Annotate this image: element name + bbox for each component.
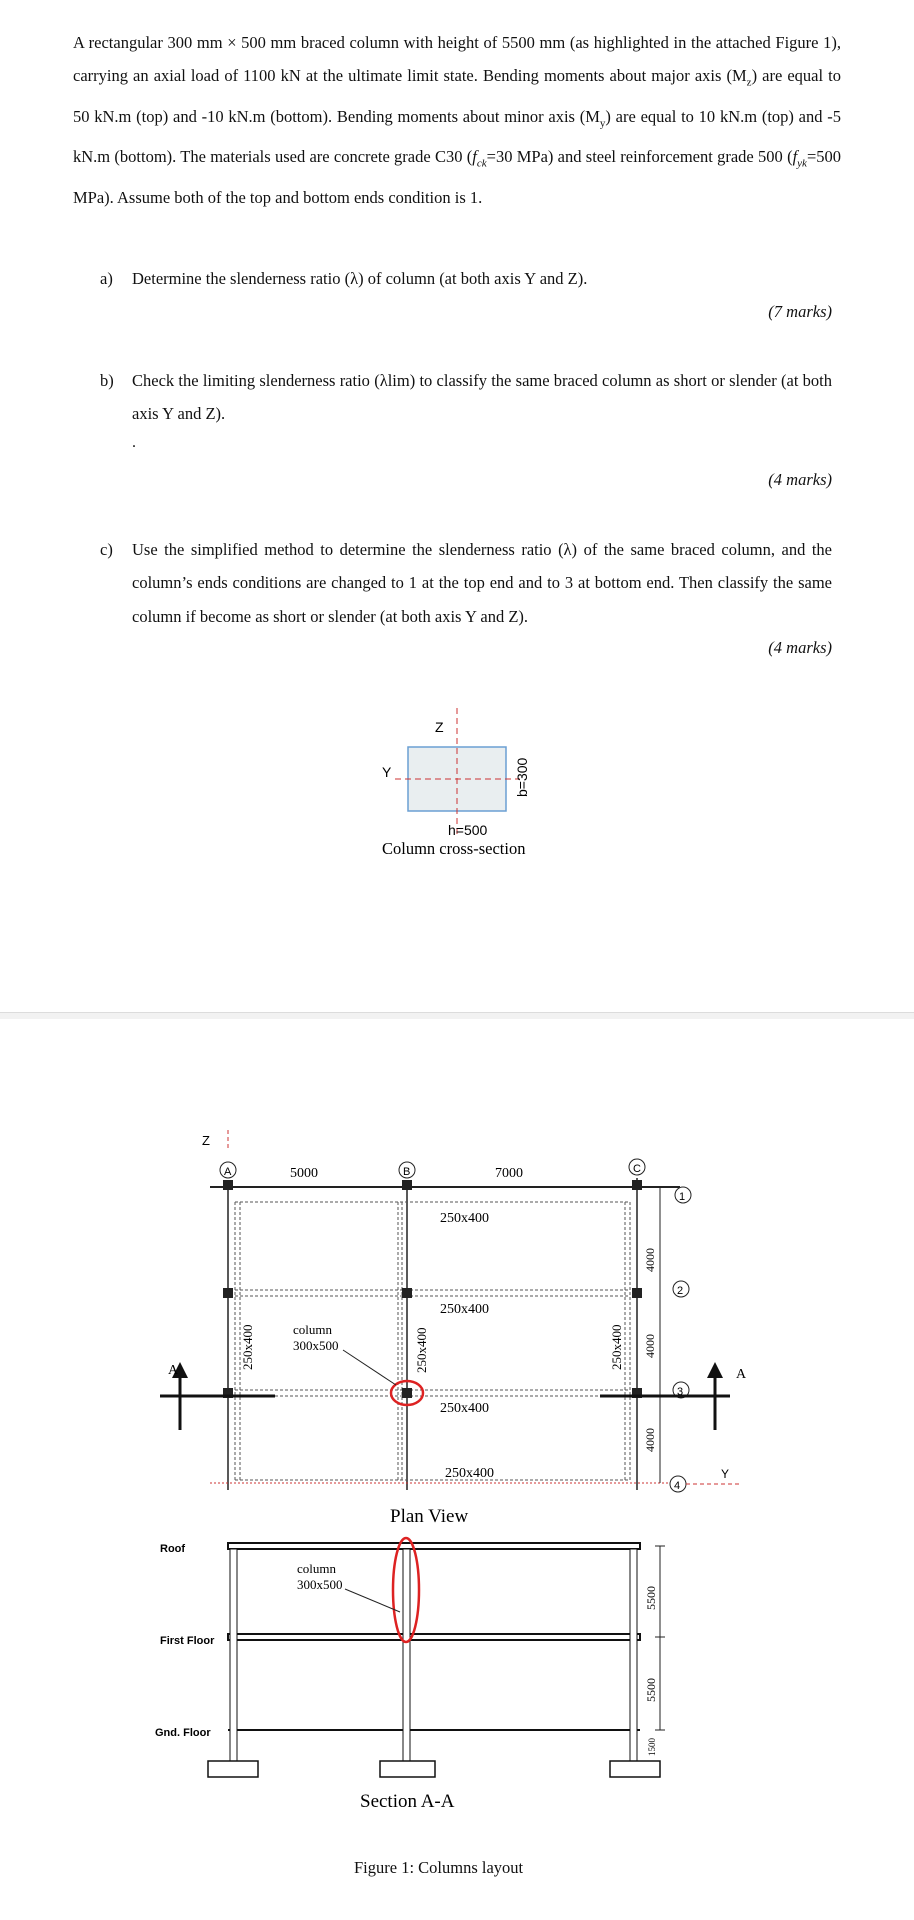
cross-section-caption: Column cross-section	[382, 839, 526, 858]
question-a	[100, 262, 832, 295]
question-text: Determine the slenderness ratio (λ) of column (at both axis Y and Z).	[132, 269, 588, 288]
beam-label: 250x400	[445, 1466, 494, 1481]
b-dimension: b=300	[514, 757, 530, 797]
grid-4-bubble: 4	[674, 1480, 681, 1492]
dim-4000: 4000	[643, 1334, 657, 1358]
dim-5500-upper: 5500	[644, 1586, 658, 1610]
col-side-label: 250x400	[240, 1324, 255, 1370]
dim-5500-lower: 5500	[644, 1678, 658, 1702]
beam-label: 250x400	[440, 1401, 489, 1416]
grid-c-bubble: C	[633, 1163, 641, 1175]
plan-axis-z: Z	[202, 1133, 210, 1148]
axis-z-label: Z	[435, 719, 444, 735]
h-dimension: h=500	[448, 822, 488, 838]
grid-2-bubble: 2	[677, 1285, 684, 1297]
column-size-label: 300x500	[293, 1338, 339, 1353]
section-title: Section A-A	[360, 1791, 455, 1810]
grid-b-bubble: B	[403, 1166, 411, 1178]
question-label: b)	[100, 371, 114, 390]
first-floor-label: First Floor	[160, 1635, 215, 1647]
span-ab: 5000	[290, 1166, 318, 1181]
span-bc: 7000	[495, 1166, 523, 1181]
plan-view-title: Plan View	[390, 1506, 469, 1527]
question-label: a)	[100, 269, 113, 288]
section-aa-figure	[140, 1530, 760, 1810]
marks-a: (7 marks)	[768, 302, 832, 321]
divider-band	[0, 1013, 914, 1019]
beam-label: 250x400	[440, 1211, 489, 1226]
dim-4000: 4000	[643, 1248, 657, 1272]
ground-floor-label: Gnd. Floor	[155, 1727, 211, 1739]
plan-axis-y: Y	[721, 1467, 730, 1481]
grid-3-bubble: 3	[677, 1386, 684, 1398]
column-label: column	[293, 1322, 332, 1337]
grid-1-bubble: 1	[679, 1191, 686, 1203]
marks-c: (4 marks)	[768, 638, 832, 657]
col-side-label: 250x400	[414, 1327, 429, 1373]
section-column-size: 300x500	[297, 1577, 343, 1592]
plan-view-figure	[140, 1120, 760, 1540]
roof-label: Roof	[160, 1543, 186, 1555]
stray-dot: .	[132, 434, 136, 451]
question-text: Check the limiting slenderness ratio (λlim) to classify the same braced column as short or slender (at both axis Y and Z).	[132, 371, 832, 424]
cross-section-figure	[360, 700, 600, 860]
section-column-label: column	[297, 1561, 336, 1576]
grid-a-bubble: A	[224, 1166, 232, 1178]
question-label: c)	[100, 540, 113, 559]
question-b	[100, 364, 832, 431]
axis-y-label: Y	[382, 764, 392, 780]
col-side-label: 250x400	[609, 1324, 624, 1370]
question-text: Use the simplified method to determine the slenderness ratio (λ) of the same braced column, and the column’s ends conditions are changed to 1 at the top end and to 3 at bottom end. Then classify the same column if become as short or slender (at both axis Y and Z).	[132, 540, 832, 626]
question-c	[100, 533, 832, 633]
dim-4000: 4000	[643, 1428, 657, 1452]
problem-statement: A rectangular 300 mm × 500 mm braced column with height of 5500 mm (as highlighted in the attached Figure 1), carrying an axial load of 1100 kN at the ultimate limit state. Bending moments about major axis $(M_z)$ are equal to 50 kN.m (top) and -10 kN.m (bottom). Bending moments about minor axis $(M_y)$ are equal to 10 kN.m (top) and -5 kN.m (bottom). The materials used are concrete grade C30 ($f_{ck}=30$ MPa) and steel reinforcement grade 500 ($f_{yk}=500$ MPa). Assume both of the top and bottom ends condition is 1.	[73, 33, 842, 207]
section-mark-left: A	[168, 1363, 179, 1378]
marks-b: (4 marks)	[768, 470, 832, 489]
figure-caption: Figure 1: Columns layout	[354, 1858, 524, 1877]
dim-1500: 1500	[647, 1738, 657, 1756]
beam-label: 250x400	[440, 1302, 489, 1317]
section-mark-right: A	[736, 1367, 747, 1382]
